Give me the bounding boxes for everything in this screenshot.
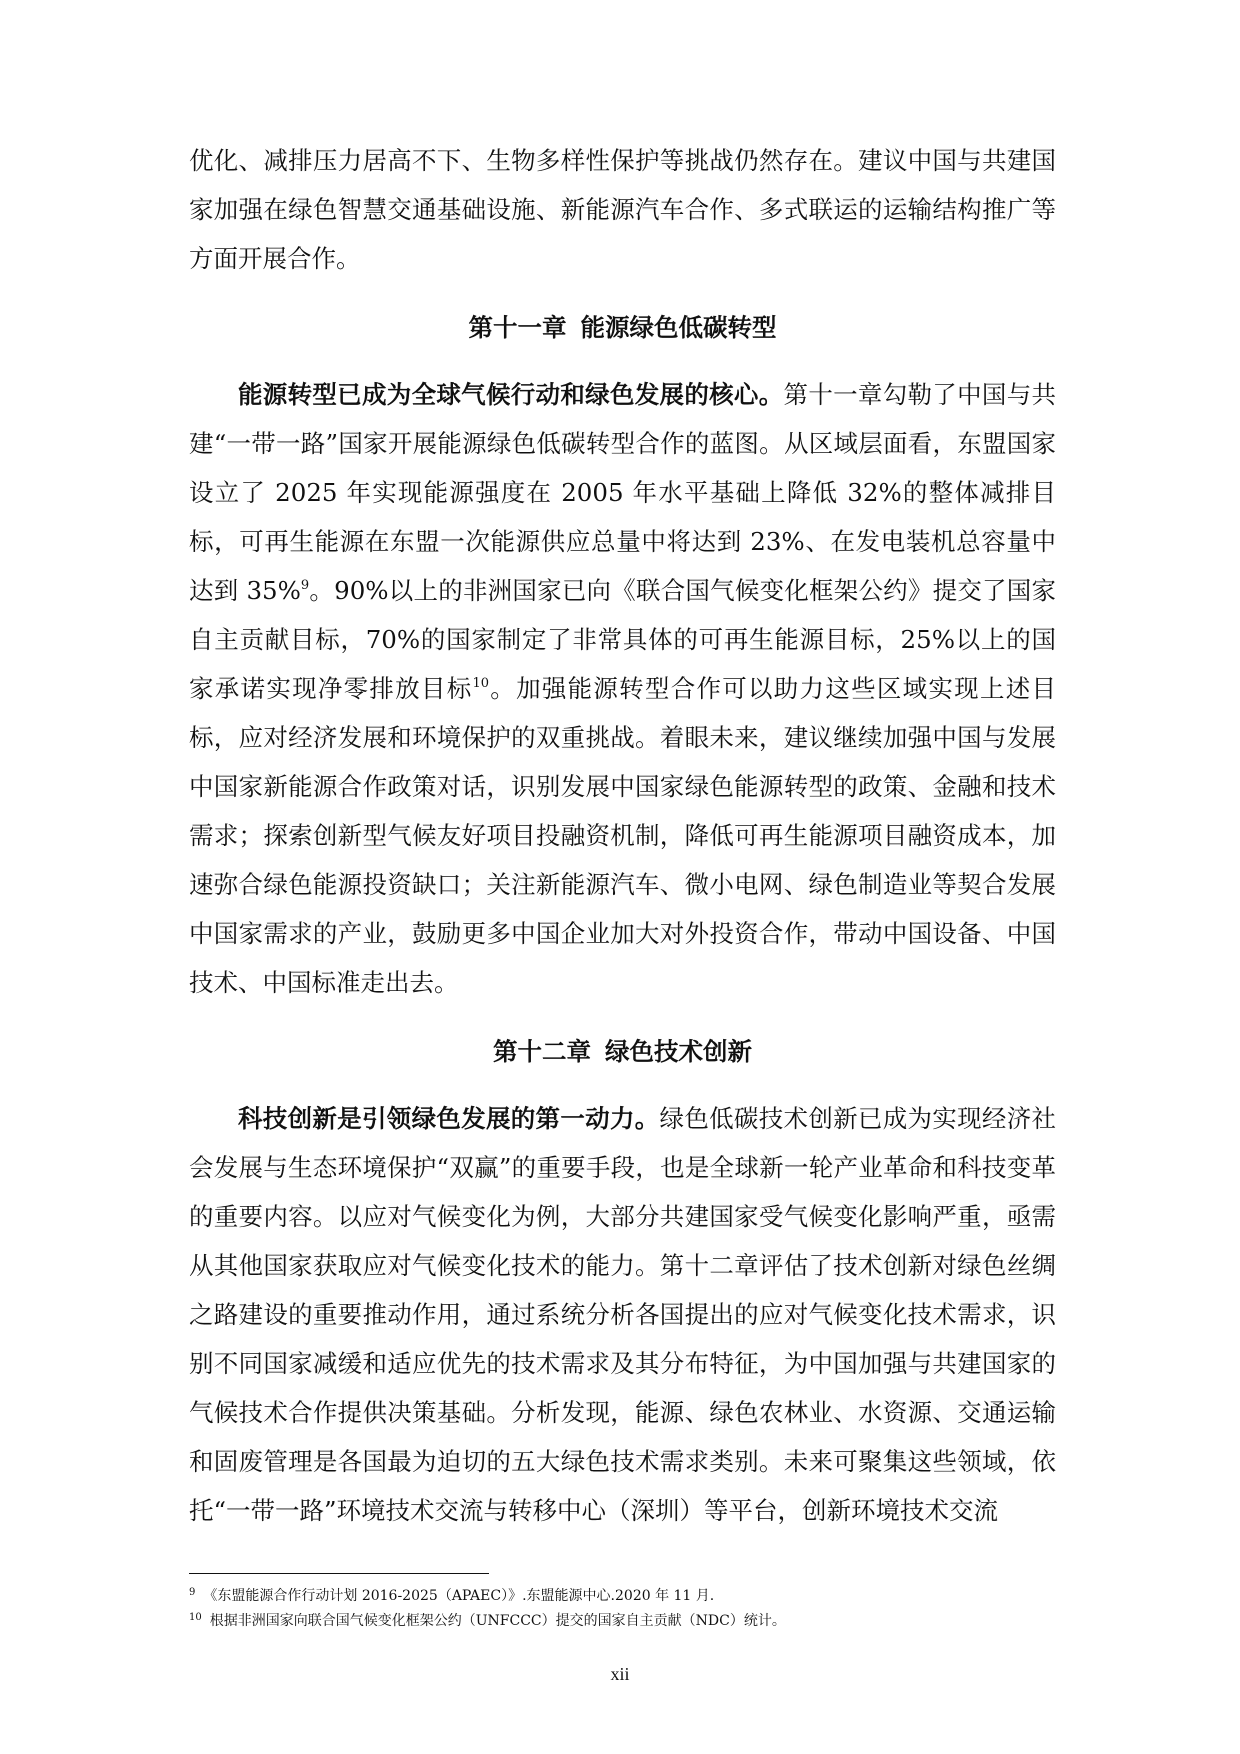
chapter-11-text-2: 。90%以上的非洲国家已向《联合国气候变化框架公约》提交了国家自主贡献目标，70%的国家制定了非常具体的可再生能源目标，25%以上的国家承诺实现净零排放目标: [189, 576, 1056, 703]
footnote-mark: 9: [189, 1587, 196, 1598]
footnote-ref-9: 9: [300, 578, 310, 593]
chapter-12-title: 绿色技术创新: [605, 1037, 752, 1066]
chapter-11-title: 能源绿色低碳转型: [580, 313, 777, 342]
chapter-12-text: 绿色低碳技术创新已成为实现经济社会发展与生态环境保护“双赢”的重要手段，也是全球新一轮产业革命和科技变革的重要内容。以应对气候变化为例，大部分共建国家受气候变化影响严重，亟需从其他国家获取应对气候变化技术的能力。第十二章评估了技术创新对绿色丝绸之路建设的重要推动作用，通过系统分析各国提出的应对气候变化技术需求，识别不同国家减缓和适应优先的技术需求及其分布特征，为中国加强与共建国家的气候技术合作提供决策基础。分析发现，能源、绿色农林业、水资源、交通运输和固废管理是各国最为迫切的五大绿色技术需求类别。未来可聚集这些领域，依托“一带一路”环境技术交流与转移中心（深圳）等平台，创新环境技术交流: [189, 1104, 1056, 1525]
chapter-11-paragraph: [189, 370, 1056, 1007]
footnotes: [189, 1582, 1056, 1632]
footnote-divider: [189, 1573, 489, 1574]
page-number: xii: [610, 1664, 630, 1684]
chapter-11-text-3: 。加强能源转型合作可以助力这些区域实现上述目标，应对经济发展和环境保护的双重挑战。着眼未来，建议继续加强中国与发展中国家新能源合作政策对话，识别发展中国家绿色能源转型的政策、金融和技术需求；探索创新型气候友好项目投融资机制，降低可再生能源项目融资成本，加速弥合绿色能源投资缺口；关注新能源汽车、微小电网、绿色制造业等契合发展中国家需求的产业，鼓励更多中国企业加大对外投资合作，带动中国设备、中国技术、中国标准走出去。: [189, 674, 1056, 997]
chapter-11-lead: 能源转型已成为全球气候行动和绿色发展的核心。: [238, 380, 784, 409]
footnote-ref-10: 10: [472, 676, 490, 691]
chapter-11-text-1: 第十一章勾勒了中国与共建“一带一路”国家开展能源绿色低碳转型合作的蓝图。从区域层面看，东盟国家设立了 2025 年实现能源强度在 2005 年水平基础上降低 32%的整体减排目标，可再生能源在东盟一次能源供应总量中将达到 23%、在发电装机总容量中达到 35%: [189, 380, 1056, 605]
intro-paragraph: 优化、减排压力居高不下、生物多样性保护等挑战仍然存在。建议中国与共建国家加强在绿色智慧交通基础设施、新能源汽车合作、多式联运的运输结构推广等方面开展合作。: [189, 146, 1056, 273]
footnote-9: [189, 1582, 1056, 1607]
footnote-mark: 10: [189, 1612, 202, 1623]
chapter-12-heading: [189, 1027, 1056, 1076]
chapter-12-paragraph: [189, 1094, 1056, 1535]
chapter-11-number: 第十一章: [468, 313, 567, 342]
chapter-11-heading: [189, 303, 1056, 352]
chapter-12-lead: 科技创新是引领绿色发展的第一动力。: [238, 1104, 660, 1133]
page-body: [189, 136, 1056, 1535]
footnote-text: 《东盟能源合作行动计划 2016-2025（APAEC）》.东盟能源中心.2020 年 11 月.: [203, 1588, 715, 1604]
footnote-text: 根据非洲国家向联合国气候变化框架公约（UNFCCC）提交的国家自主贡献（NDC）统计。: [209, 1613, 786, 1629]
chapter-12-number: 第十二章: [493, 1037, 591, 1066]
footnote-10: [189, 1607, 1056, 1632]
